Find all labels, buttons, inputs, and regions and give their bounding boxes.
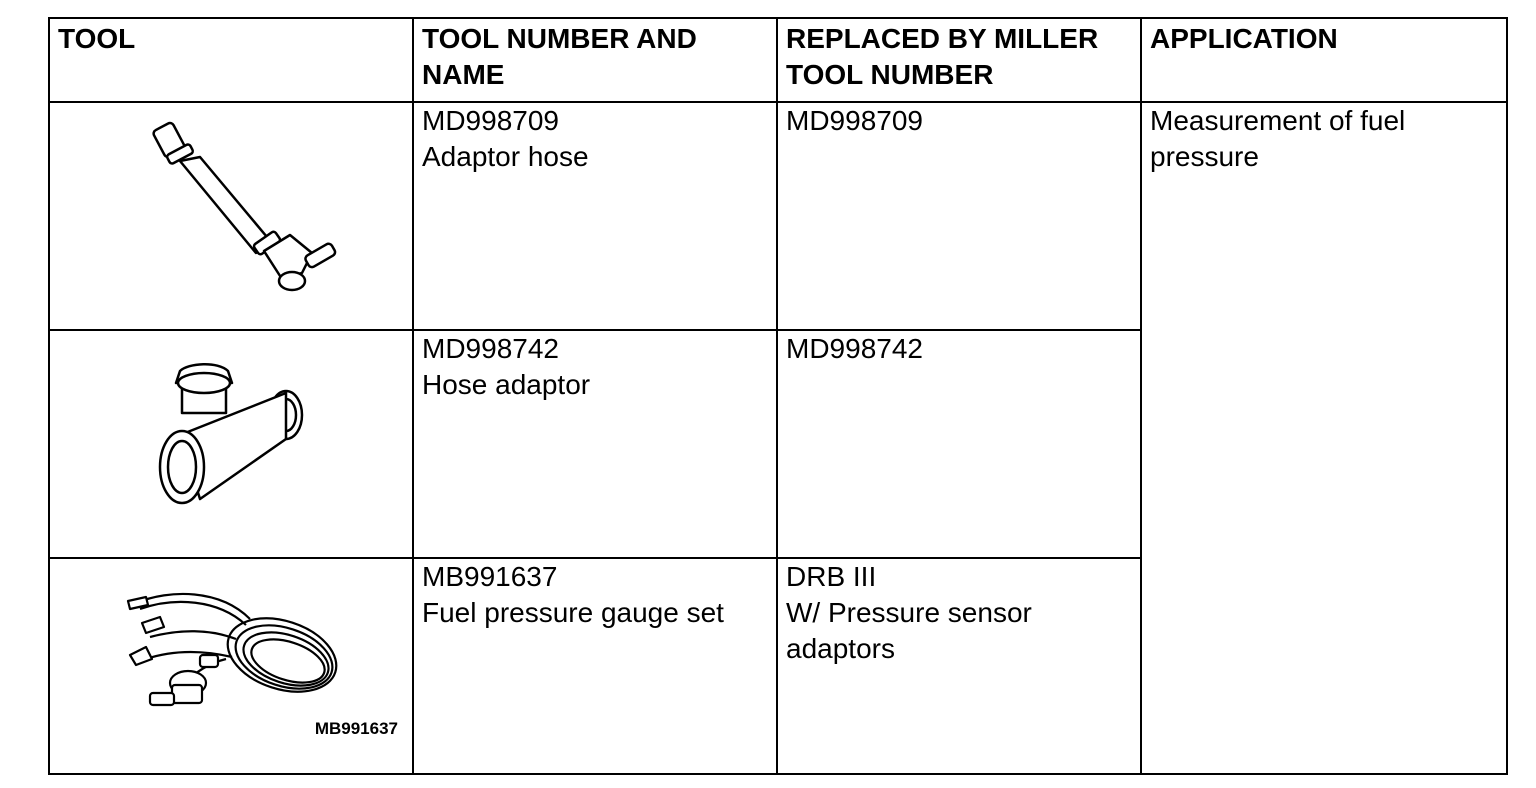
tool-image-label: MB991637 xyxy=(314,719,398,738)
fuel-pressure-gauge-set-icon xyxy=(50,559,414,775)
table-row xyxy=(49,102,1507,330)
tool-number: MD998709 xyxy=(422,105,559,136)
tool-image-cell xyxy=(49,558,413,774)
header-replaced-line-1: REPLACED BY MILLER xyxy=(786,23,1099,54)
adaptor-hose-icon xyxy=(50,103,414,331)
header-application: APPLICATION xyxy=(1141,18,1507,102)
replaced-by-number: MD998742 xyxy=(786,333,923,364)
application-line-2: pressure xyxy=(1150,141,1259,172)
tool-image-cell xyxy=(49,330,413,558)
tool-number-name-cell xyxy=(413,330,777,558)
replaced-by-cell xyxy=(777,558,1141,774)
header-row xyxy=(49,18,1507,102)
header-tool-number-and-name xyxy=(413,18,777,102)
tool-number: MD998742 xyxy=(422,333,559,364)
special-tools-table xyxy=(48,17,1508,775)
replaced-by-line-1: DRB III xyxy=(786,561,877,592)
tool-name: Hose adaptor xyxy=(422,369,591,400)
replaced-by-cell xyxy=(777,102,1141,330)
replaced-by-number: MD998709 xyxy=(786,105,923,136)
tool-number: MB991637 xyxy=(422,561,558,592)
application-cell xyxy=(1141,102,1507,774)
hose-adaptor-icon xyxy=(50,331,414,559)
replaced-by-line-3: adaptors xyxy=(786,633,895,664)
tool-name: Adaptor hose xyxy=(422,141,589,172)
header-tool-number-line-1: TOOL NUMBER AND xyxy=(422,23,697,54)
tool-name: Fuel pressure gauge set xyxy=(422,597,724,628)
tool-number-name-cell xyxy=(413,558,777,774)
header-replaced-line-2: TOOL NUMBER xyxy=(786,59,994,90)
application-line-1: Measurement of fuel xyxy=(1150,105,1406,136)
replaced-by-cell xyxy=(777,330,1141,558)
header-tool-number-line-2: NAME xyxy=(422,59,505,90)
replaced-by-line-2: W/ Pressure sensor xyxy=(786,597,1032,628)
tool-image-cell xyxy=(49,102,413,330)
header-tool: TOOL xyxy=(49,18,413,102)
header-replaced-by xyxy=(777,18,1141,102)
tool-number-name-cell xyxy=(413,102,777,330)
